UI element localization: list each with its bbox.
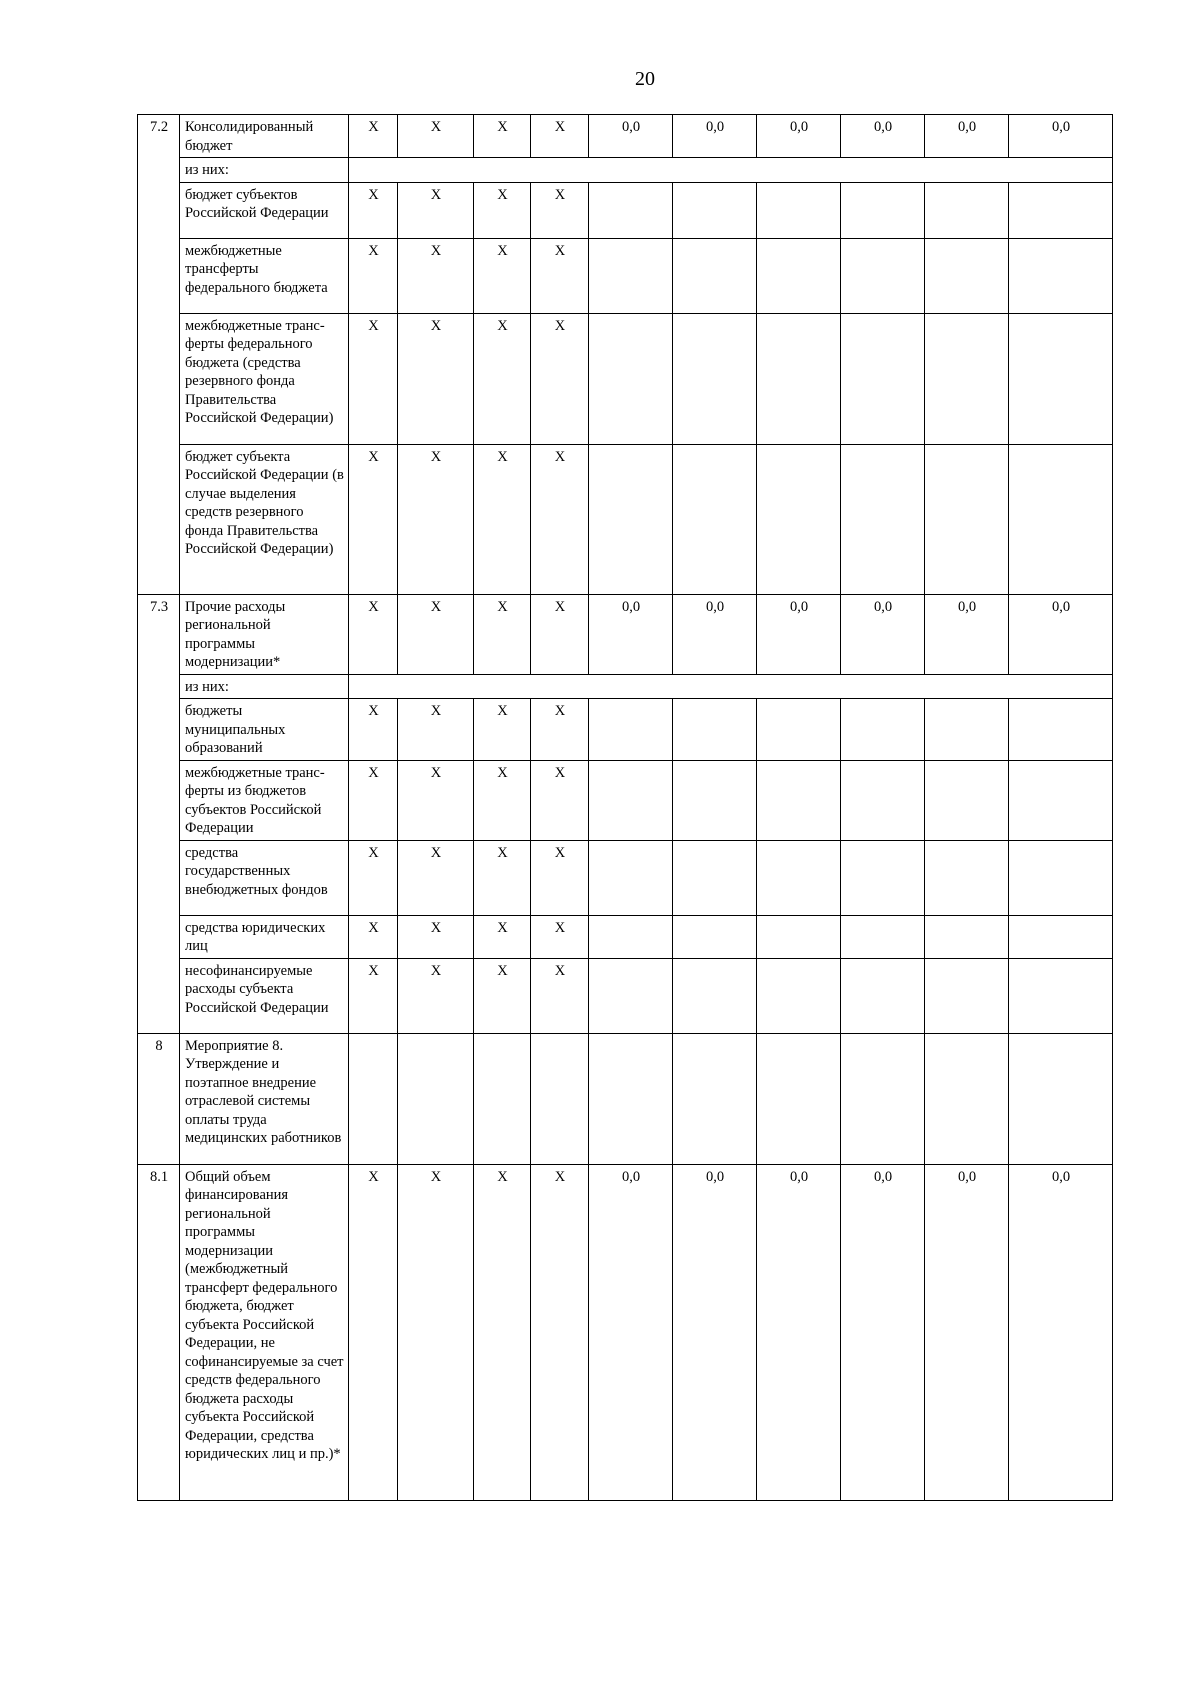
value-cell: X: [474, 594, 531, 674]
value-cell: [1009, 915, 1113, 958]
row-label-cell: несофинансируемые расходы субъекта Российской Федерации: [180, 958, 349, 1033]
value-cell: X: [531, 915, 589, 958]
value-cell: X: [531, 115, 589, 158]
row-label-cell: Общий объем финансирования региональной программы модернизации (межбюджетный трансферт федерального бюджета, бюджет субъекта Российской Федерации, не софинансируемые за счет средств федерального бюджета расходы субъекта Российской Федерации, средства юридических лиц и пр.)*: [180, 1164, 349, 1500]
table-row: [138, 444, 1113, 594]
value-cell: 0,0: [589, 115, 673, 158]
value-cell: [589, 313, 673, 444]
table-row: [138, 594, 1113, 674]
value-cell: 0,0: [1009, 115, 1113, 158]
value-cell: X: [474, 760, 531, 840]
value-cell: X: [398, 1164, 474, 1500]
row-number-cell: 8.1: [138, 1164, 180, 1500]
value-cell: [757, 444, 841, 594]
row-number-cell: 7.3: [138, 594, 180, 1033]
value-cell: [474, 1033, 531, 1164]
merged-cell: [349, 674, 1113, 699]
value-cell: 0,0: [925, 115, 1009, 158]
value-cell: X: [398, 182, 474, 238]
row-label-cell: межбюджетные трансферты федерального бюджета: [180, 238, 349, 313]
row-label-cell: из них:: [180, 674, 349, 699]
value-cell: [757, 760, 841, 840]
value-cell: X: [349, 238, 398, 313]
value-cell: X: [398, 444, 474, 594]
value-cell: X: [474, 238, 531, 313]
value-cell: [841, 313, 925, 444]
row-label-cell: бюджет субъектов Российской Федерации: [180, 182, 349, 238]
value-cell: 0,0: [1009, 594, 1113, 674]
value-cell: [841, 444, 925, 594]
value-cell: [841, 699, 925, 761]
value-cell: [757, 238, 841, 313]
value-cell: [1009, 760, 1113, 840]
value-cell: [1009, 1033, 1113, 1164]
value-cell: X: [531, 594, 589, 674]
value-cell: 0,0: [757, 1164, 841, 1500]
value-cell: [673, 760, 757, 840]
value-cell: 0,0: [673, 115, 757, 158]
value-cell: [925, 444, 1009, 594]
value-cell: [589, 840, 673, 915]
value-cell: [757, 699, 841, 761]
value-cell: [925, 182, 1009, 238]
row-label-cell: Мероприятие 8. Утверждение и поэтапное внедрение отраслевой системы оплаты труда медицинских работников: [180, 1033, 349, 1164]
table-row: [138, 1164, 1113, 1500]
value-cell: [349, 1033, 398, 1164]
value-cell: X: [531, 444, 589, 594]
value-cell: X: [531, 958, 589, 1033]
row-label-cell: средства юридических лиц: [180, 915, 349, 958]
value-cell: [841, 238, 925, 313]
value-cell: [925, 313, 1009, 444]
value-cell: X: [531, 238, 589, 313]
value-cell: X: [398, 760, 474, 840]
value-cell: [925, 238, 1009, 313]
value-cell: [925, 958, 1009, 1033]
value-cell: [841, 760, 925, 840]
value-cell: [673, 915, 757, 958]
value-cell: X: [398, 840, 474, 915]
value-cell: [673, 238, 757, 313]
value-cell: X: [349, 313, 398, 444]
value-cell: X: [349, 699, 398, 761]
value-cell: 0,0: [841, 594, 925, 674]
value-cell: X: [349, 594, 398, 674]
value-cell: 0,0: [925, 594, 1009, 674]
value-cell: [925, 915, 1009, 958]
value-cell: [673, 699, 757, 761]
value-cell: X: [349, 182, 398, 238]
value-cell: X: [349, 1164, 398, 1500]
value-cell: X: [474, 840, 531, 915]
value-cell: X: [531, 182, 589, 238]
value-cell: [841, 958, 925, 1033]
table-row: [138, 760, 1113, 840]
value-cell: [673, 958, 757, 1033]
table-row: [138, 313, 1113, 444]
value-cell: X: [474, 699, 531, 761]
value-cell: [925, 1033, 1009, 1164]
value-cell: [925, 840, 1009, 915]
value-cell: X: [349, 444, 398, 594]
table-row: [138, 182, 1113, 238]
value-cell: 0,0: [673, 1164, 757, 1500]
row-label-cell: из них:: [180, 158, 349, 183]
table-row: [138, 1033, 1113, 1164]
value-cell: 0,0: [841, 115, 925, 158]
table-row: [138, 158, 1113, 183]
table-row: [138, 958, 1113, 1033]
table-row: [138, 674, 1113, 699]
value-cell: [589, 444, 673, 594]
value-cell: [757, 313, 841, 444]
table-body: [138, 115, 1113, 1501]
value-cell: [1009, 699, 1113, 761]
value-cell: [841, 182, 925, 238]
value-cell: X: [398, 958, 474, 1033]
row-label-cell: межбюджетные транс- ферты из бюджетов субъектов Российской Федерации: [180, 760, 349, 840]
value-cell: X: [531, 840, 589, 915]
value-cell: [531, 1033, 589, 1164]
value-cell: [673, 182, 757, 238]
merged-cell: [349, 158, 1113, 183]
table-row: [138, 840, 1113, 915]
value-cell: [589, 182, 673, 238]
value-cell: X: [474, 313, 531, 444]
row-label-cell: межбюджетные транс- ферты федерального бюджета (средства резервного фонда Правительства Российской Федерации): [180, 313, 349, 444]
value-cell: X: [474, 958, 531, 1033]
value-cell: [589, 699, 673, 761]
value-cell: [757, 182, 841, 238]
value-cell: [673, 313, 757, 444]
page-number: 20: [635, 68, 655, 90]
value-cell: [841, 840, 925, 915]
value-cell: [841, 915, 925, 958]
value-cell: X: [398, 699, 474, 761]
table-row: [138, 699, 1113, 761]
value-cell: 0,0: [757, 115, 841, 158]
value-cell: 0,0: [589, 594, 673, 674]
value-cell: 0,0: [757, 594, 841, 674]
row-label-cell: Прочие расходы региональной программы модернизации*: [180, 594, 349, 674]
financing-table: [137, 114, 1113, 1501]
value-cell: X: [349, 958, 398, 1033]
value-cell: [589, 238, 673, 313]
value-cell: X: [349, 760, 398, 840]
table-row: [138, 915, 1113, 958]
value-cell: [1009, 182, 1113, 238]
table-row: [138, 238, 1113, 313]
value-cell: [925, 699, 1009, 761]
value-cell: 0,0: [589, 1164, 673, 1500]
value-cell: X: [531, 699, 589, 761]
value-cell: 0,0: [925, 1164, 1009, 1500]
value-cell: X: [398, 238, 474, 313]
value-cell: [398, 1033, 474, 1164]
value-cell: [1009, 238, 1113, 313]
value-cell: X: [531, 313, 589, 444]
row-label-cell: бюджеты муниципальных образований: [180, 699, 349, 761]
row-label-cell: средства государственных внебюджетных фондов: [180, 840, 349, 915]
value-cell: [673, 1033, 757, 1164]
value-cell: X: [531, 1164, 589, 1500]
row-number-cell: 7.2: [138, 115, 180, 595]
value-cell: [1009, 840, 1113, 915]
value-cell: X: [474, 444, 531, 594]
value-cell: X: [531, 760, 589, 840]
value-cell: [757, 1033, 841, 1164]
value-cell: [589, 958, 673, 1033]
value-cell: [1009, 444, 1113, 594]
value-cell: X: [398, 313, 474, 444]
value-cell: X: [349, 915, 398, 958]
value-cell: [673, 840, 757, 915]
value-cell: [757, 915, 841, 958]
value-cell: X: [398, 115, 474, 158]
value-cell: [589, 1033, 673, 1164]
value-cell: [757, 840, 841, 915]
value-cell: [925, 760, 1009, 840]
value-cell: X: [349, 115, 398, 158]
value-cell: X: [474, 1164, 531, 1500]
value-cell: X: [349, 840, 398, 915]
table-row: [138, 115, 1113, 158]
value-cell: [673, 444, 757, 594]
value-cell: [841, 1033, 925, 1164]
value-cell: X: [474, 115, 531, 158]
value-cell: X: [474, 182, 531, 238]
row-number-cell: 8: [138, 1033, 180, 1164]
value-cell: X: [398, 594, 474, 674]
value-cell: X: [398, 915, 474, 958]
value-cell: [1009, 958, 1113, 1033]
value-cell: [589, 915, 673, 958]
row-label-cell: бюджет субъекта Российской Федерации (в случае выделения средств резервного фонда Правительства Российской Федерации): [180, 444, 349, 594]
value-cell: [589, 760, 673, 840]
value-cell: [1009, 313, 1113, 444]
value-cell: X: [474, 915, 531, 958]
value-cell: 0,0: [841, 1164, 925, 1500]
row-label-cell: Консолидированный бюджет: [180, 115, 349, 158]
value-cell: 0,0: [673, 594, 757, 674]
value-cell: [757, 958, 841, 1033]
value-cell: 0,0: [1009, 1164, 1113, 1500]
